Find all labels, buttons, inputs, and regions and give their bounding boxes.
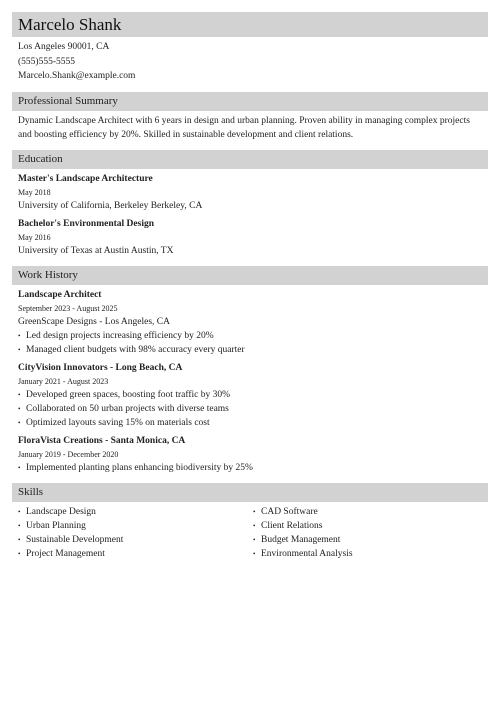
education-entry [18, 172, 488, 213]
skills-column-left [18, 505, 256, 561]
contact-location: Los Angeles 90001, CA [18, 42, 110, 52]
education-entry [18, 217, 488, 258]
bullet-icon: • [18, 418, 21, 427]
skill-item: • Landscape Design [18, 506, 96, 517]
job-title: CityVision Innovators - Long Beach, CA [18, 362, 183, 373]
skills-section [12, 483, 488, 561]
bullet-icon: • [18, 345, 21, 354]
candidate-name: Marcelo Shank [18, 14, 122, 34]
bullet-icon: • [253, 507, 256, 516]
degree-date: May 2018 [18, 187, 51, 197]
job-bullet: • Optimized layouts saving 15% on materials cost [18, 417, 210, 428]
job-entry [18, 361, 488, 430]
bullet-icon: • [253, 549, 256, 558]
bullet-icon: • [18, 535, 21, 544]
bullet-icon: • [253, 535, 256, 544]
skills-heading: Skills [12, 483, 488, 502]
job-entry [18, 434, 488, 475]
bullet-icon: • [18, 331, 21, 340]
work-section [12, 266, 488, 475]
bullet-icon: • [18, 404, 21, 413]
job-bullet: • Developed green spaces, boosting foot traffic by 30% [18, 389, 231, 400]
contact-phone: (555)555-5555 [18, 56, 75, 67]
bullet-icon: • [253, 521, 256, 530]
job-bullet: • Managed client budgets with 98% accuracy every quarter [18, 344, 245, 355]
job-company: GreenScape Designs - Los Angeles, CA [18, 316, 170, 327]
skill-item: • Client Relations [253, 520, 323, 531]
education-heading: Education [12, 150, 488, 169]
skill-item: • Sustainable Development [18, 534, 124, 545]
skills-column-right [253, 505, 488, 561]
job-dates: September 2023 - August 2025 [18, 303, 118, 313]
degree-title: Master's Landscape Architecture [18, 173, 153, 184]
job-title: FloraVista Creations - Santa Monica, CA [18, 435, 186, 446]
job-dates: January 2019 - December 2020 [18, 449, 119, 459]
bullet-icon: • [18, 390, 21, 399]
skill-item: • Budget Management [253, 534, 341, 545]
bullet-icon: • [18, 463, 21, 472]
work-heading: Work History [12, 266, 488, 285]
job-bullet: • Implemented planting plans enhancing biodiversity by 25% [18, 462, 253, 473]
school-name: University of California, Berkeley Berkeley, CA [18, 200, 203, 211]
summary-heading: Professional Summary [12, 92, 488, 111]
summary-section [12, 92, 488, 142]
job-bullet: • Collaborated on 50 urban projects with diverse teams [18, 403, 229, 414]
skill-item: • Environmental Analysis [253, 548, 353, 559]
contact-email: Marcelo.Shank@example.com [18, 71, 136, 81]
summary-text: Dynamic Landscape Architect with 6 years in design and urban planning. Proven ability in managing complex projects and boosting efficiency by 20%. Skilled in sustainable development and client relations. [18, 115, 470, 140]
job-dates: January 2021 - August 2023 [18, 376, 109, 386]
bullet-icon: • [18, 507, 21, 516]
bullet-icon: • [18, 549, 21, 558]
skill-item: • CAD Software [253, 506, 318, 517]
degree-date: May 2016 [18, 232, 51, 242]
school-name: University of Texas at Austin Austin, TX [18, 245, 174, 256]
job-title: Landscape Architect [18, 289, 102, 300]
skill-item: • Project Management [18, 548, 105, 559]
education-section [12, 150, 488, 258]
bullet-icon: • [18, 521, 21, 530]
skill-item: • Urban Planning [18, 520, 86, 531]
name-header [12, 12, 488, 37]
job-bullet: • Led design projects increasing efficiency by 20% [18, 330, 214, 341]
job-entry [18, 288, 488, 357]
contact-info [12, 40, 488, 84]
degree-title: Bachelor's Environmental Design [18, 218, 154, 229]
